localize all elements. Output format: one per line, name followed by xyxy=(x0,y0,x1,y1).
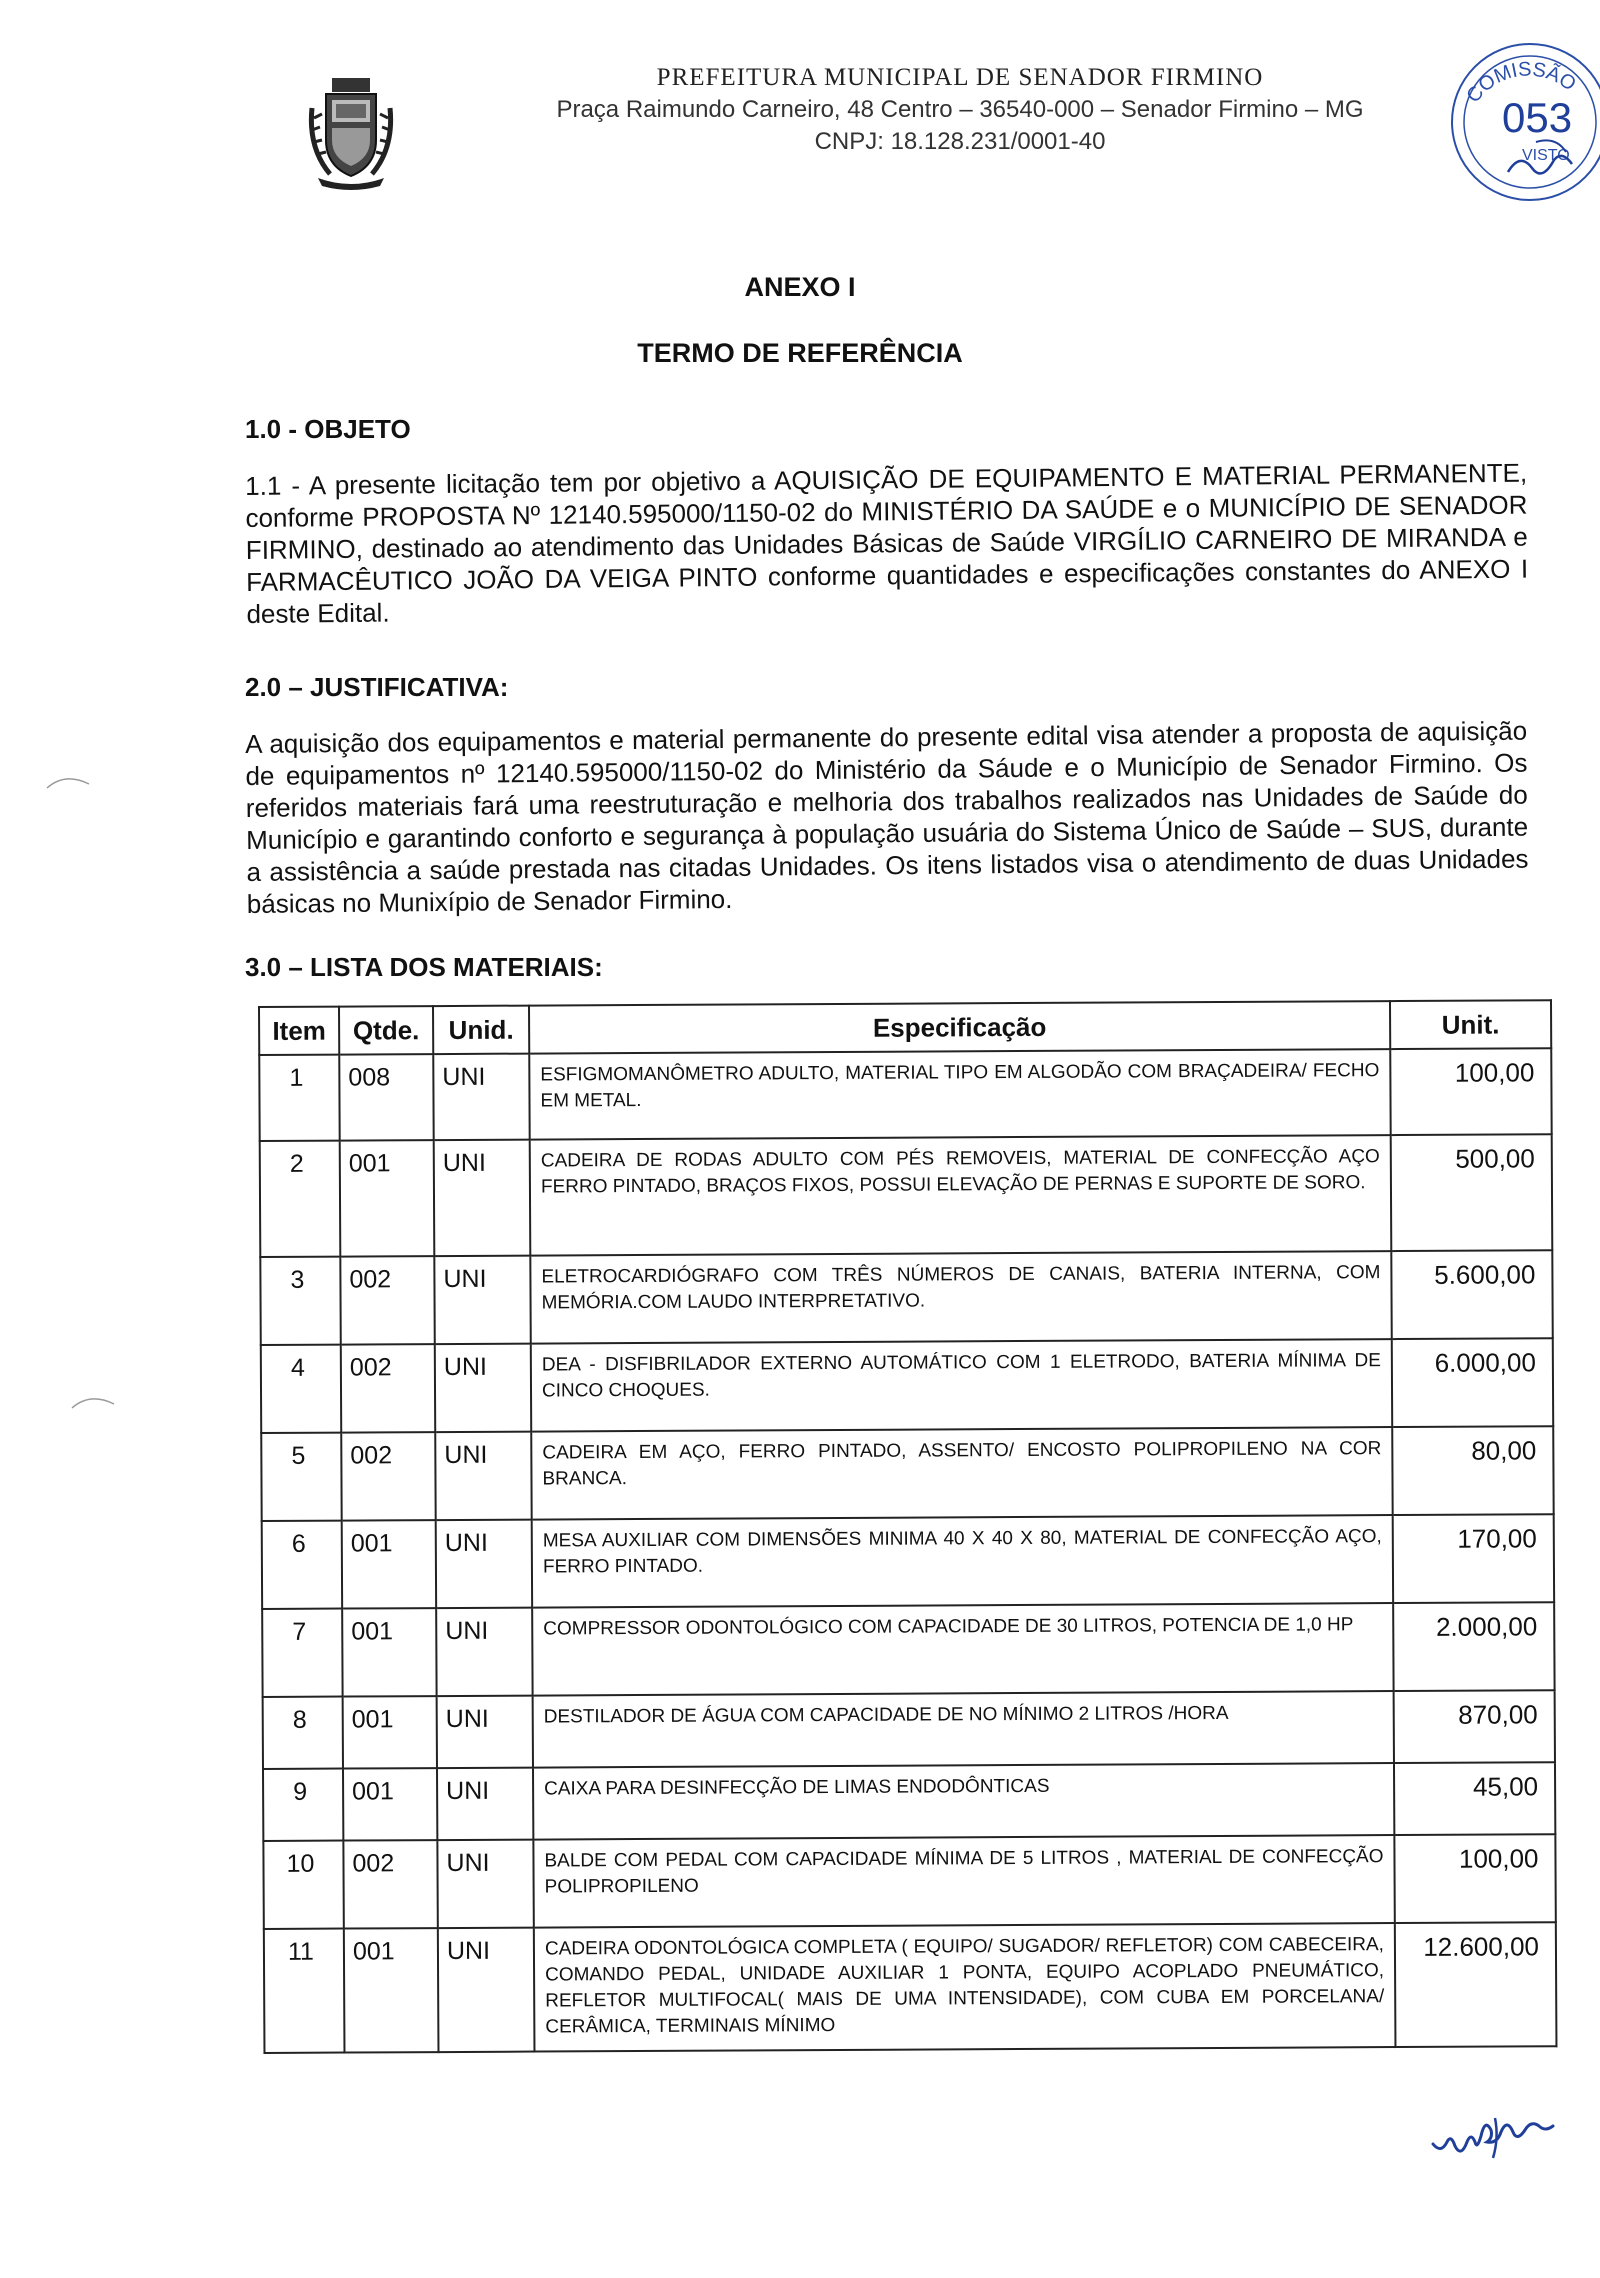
cell-qtde: 001 xyxy=(342,1520,436,1608)
margin-mark-icon xyxy=(70,1390,120,1414)
stamp-initials: VISTO xyxy=(1522,147,1570,164)
cell-unit: 170,00 xyxy=(1393,1514,1554,1603)
cell-item: 4 xyxy=(261,1345,341,1433)
letterhead-title: PREFEITURA MUNICIPAL DE SENADOR FIRMINO xyxy=(656,64,1264,91)
header-qtde: Qtde. xyxy=(339,1006,433,1054)
cell-qtde: 002 xyxy=(340,1256,434,1344)
materials-table-wrap xyxy=(258,999,1557,2054)
cell-qtde: 002 xyxy=(341,1344,435,1432)
cell-unit: 100,00 xyxy=(1390,1048,1551,1135)
cell-unit: 45,00 xyxy=(1394,1762,1555,1835)
table-row xyxy=(263,1762,1555,1841)
margin-mark-icon xyxy=(45,770,95,794)
section-object-text: 1.1 - A presente licitação tem por objetivo a AQUISIÇÃO DE EQUIPAMENTO E MATERIAL PERMANENTE, conforme PROPOSTA Nº 12140.595000/1150-02 do MINISTÉRIO DA SAÚDE e o MUNICÍPIO DE SENADOR FIRMINO, destinado ao atendimento das Unidades Básicas de Saúde VIRGÍLIO CARNEIRO DE MIRANDA e FARMACÊUTICO JOÃO DA VEIGA PINTO conforme quantidades e especificações constantes do ANEXO I deste Edital. xyxy=(245,457,1529,629)
table-row xyxy=(261,1426,1553,1521)
cell-qtde: 001 xyxy=(342,1608,436,1696)
cell-spec: CADEIRA EM AÇO, FERRO PINTADO, ASSENTO/ ENCOSTO POLIPROPILENO NA COR BRANCA. xyxy=(531,1427,1392,1520)
table-row xyxy=(262,1514,1554,1609)
cell-spec: ESFIGMOMANÔMETRO ADULTO, MATERIAL TIPO EM ALGODÃO COM BRAÇADEIRA/ FECHO EM METAL. xyxy=(529,1049,1390,1140)
table-row xyxy=(263,1690,1555,1769)
table-row xyxy=(264,1922,1557,2053)
cell-unid: UNI xyxy=(436,1608,532,1697)
table-row xyxy=(262,1602,1554,1697)
cell-spec: COMPRESSOR ODONTOLÓGICO COM CAPACIDADE DE 30 LITROS, POTENCIA DE 1,0 HP xyxy=(532,1603,1393,1696)
table-row xyxy=(260,1250,1552,1345)
table-row xyxy=(263,1834,1555,1929)
cell-qtde: 001 xyxy=(343,1768,437,1840)
cell-item: 1 xyxy=(259,1055,339,1141)
stamp-number: 053 xyxy=(1502,94,1573,141)
cell-unid: UNI xyxy=(437,1840,533,1929)
cell-unid: UNI xyxy=(437,1696,533,1769)
cell-item: 5 xyxy=(261,1433,341,1521)
cell-unid: UNI xyxy=(437,1768,533,1841)
cell-spec: CADEIRA ODONTOLÓGICA COMPLETA ( EQUIPO/ SUGADOR/ REFLETOR) COM CABECEIRA, COMANDO PEDAL, UNIDADE AUXILIAR 1 PONTA, EQUIPO ACOPLADO PNEUMÁTICO, REFLETOR MULTIFOCAL( MAIS DE UMA INTENSIDADE), COM CUBA EM PORCELANA/ CERÂMICA, TERMINAIS MÍNIMO xyxy=(534,1923,1396,2052)
cell-item: 3 xyxy=(260,1257,340,1345)
table-row xyxy=(260,1134,1553,1257)
cell-unid: UNI xyxy=(438,1928,535,2053)
table-row xyxy=(259,1048,1551,1141)
cell-unit: 500,00 xyxy=(1391,1134,1553,1251)
cell-qtde: 008 xyxy=(339,1054,433,1140)
cell-qtde: 002 xyxy=(343,1840,437,1928)
reference-term-heading: TERMO DE REFERÊNCIA xyxy=(637,338,963,368)
cell-item: 6 xyxy=(262,1521,342,1609)
cell-unit: 12.600,00 xyxy=(1395,1922,1557,2047)
letterhead xyxy=(480,64,1440,156)
table-header-row xyxy=(259,1000,1551,1055)
cell-unit: 6.000,00 xyxy=(1392,1338,1553,1427)
cell-unid: UNI xyxy=(433,1054,529,1141)
cell-unid: UNI xyxy=(435,1432,531,1521)
cell-item: 8 xyxy=(263,1697,343,1769)
cell-spec: MESA AUXILIAR COM DIMENSÕES MINIMA 40 X 40 X 80, MATERIAL DE CONFECÇÃO AÇO, FERRO PINTADO. xyxy=(532,1515,1393,1608)
cell-spec: DESTILADOR DE ÁGUA COM CAPACIDADE DE NO MÍNIMO 2 LITROS /HORA xyxy=(533,1691,1394,1768)
commission-stamp-icon xyxy=(1438,22,1600,222)
header-item: Item xyxy=(259,1007,339,1055)
cell-unid: UNI xyxy=(435,1344,531,1433)
cell-unit: 870,00 xyxy=(1394,1690,1555,1763)
letterhead-cnpj: CNPJ: 18.128.231/0001-40 xyxy=(814,128,1106,155)
cell-spec: BALDE COM PEDAL COM CAPACIDADE MÍNIMA DE 5 LITROS , MATERIAL DE CONFECÇÃO POLIPROPILENO xyxy=(533,1835,1394,1928)
cell-qtde: 002 xyxy=(341,1432,435,1520)
stamp-top-text: COMISSÃO xyxy=(1462,58,1580,108)
cell-item: 7 xyxy=(262,1609,342,1697)
header-spec: Especificação xyxy=(529,1001,1390,1054)
cell-item: 9 xyxy=(263,1769,343,1841)
cell-unid: UNI xyxy=(436,1520,532,1609)
cell-unid: UNI xyxy=(434,1140,531,1257)
annex-heading: ANEXO I xyxy=(744,272,856,302)
cell-qtde: 001 xyxy=(344,1928,439,2052)
header-unit: Unit. xyxy=(1390,1000,1551,1049)
letterhead-address: Praça Raimundo Carneiro, 48 Centro – 36540-000 – Senador Firmino – MG xyxy=(556,96,1364,123)
cell-unit: 2.000,00 xyxy=(1393,1602,1554,1691)
cell-unit: 100,00 xyxy=(1394,1834,1555,1923)
cell-item: 2 xyxy=(260,1141,341,1257)
cell-unit: 5.600,00 xyxy=(1391,1250,1552,1339)
section-justification-heading: 2.0 – JUSTIFICATIVA: xyxy=(245,672,509,702)
cell-unit: 80,00 xyxy=(1392,1426,1553,1515)
cell-spec: ELETROCARDIÓGRAFO COM TRÊS NÚMEROS DE CANAIS, BATERIA INTERNA, COM MEMÓRIA.COM LAUDO INTERPRETATIVO. xyxy=(530,1251,1391,1344)
cell-spec: CAIXA PARA DESINFECÇÃO DE LIMAS ENDODÔNTICAS xyxy=(533,1763,1394,1840)
cell-qtde: 001 xyxy=(343,1696,437,1768)
section-justification-text: A aquisição dos equipamentos e material permanente do presente edital visa atender a proposta de aquisição de equipamentos nº 12140.595000/1150-02 do Ministério da Sáude e o Município de Senador Firmino. Os referidos materiais fará uma reestruturação e melhoria dos trabalhos realizados nas Unidades de Saúde do Município e garantindo conforto e segurança à população usuária do Sistema Único de Saúde – SUS, durante a assistência a saúde prestada nas citadas Unidades. Os itens listados visa o atendimento de duas Unidades básicas no Munixípio de Senador Firmino. xyxy=(245,715,1529,919)
header-unid: Unid. xyxy=(433,1006,529,1055)
cell-item: 11 xyxy=(264,1929,345,2053)
cell-qtde: 001 xyxy=(340,1140,435,1256)
table-row xyxy=(261,1338,1553,1433)
section-materials-heading: 3.0 – LISTA DOS MATERIAIS: xyxy=(245,952,603,982)
materials-table xyxy=(258,999,1557,2054)
cell-spec: DEA - DISFIBRILADOR EXTERNO AUTOMÁTICO COM 1 ELETRODO, BATERIA MÍNIMA DE CINCO CHOQUES. xyxy=(531,1339,1392,1432)
cell-unid: UNI xyxy=(434,1256,530,1345)
cell-spec: CADEIRA DE RODAS ADULTO COM PÉS REMOVEIS, MATERIAL DE CONFECÇÃO AÇO FERRO PINTADO, BRAÇOS FIXOS, POSSUI ELEVAÇÃO DE PERNAS E SUPORTE DE SORO. xyxy=(530,1135,1392,1256)
coat-of-arms-icon xyxy=(308,78,394,190)
signature-icon xyxy=(1425,2100,1600,2170)
cell-item: 10 xyxy=(263,1841,343,1929)
section-object-heading: 1.0 - OBJETO xyxy=(245,414,411,444)
